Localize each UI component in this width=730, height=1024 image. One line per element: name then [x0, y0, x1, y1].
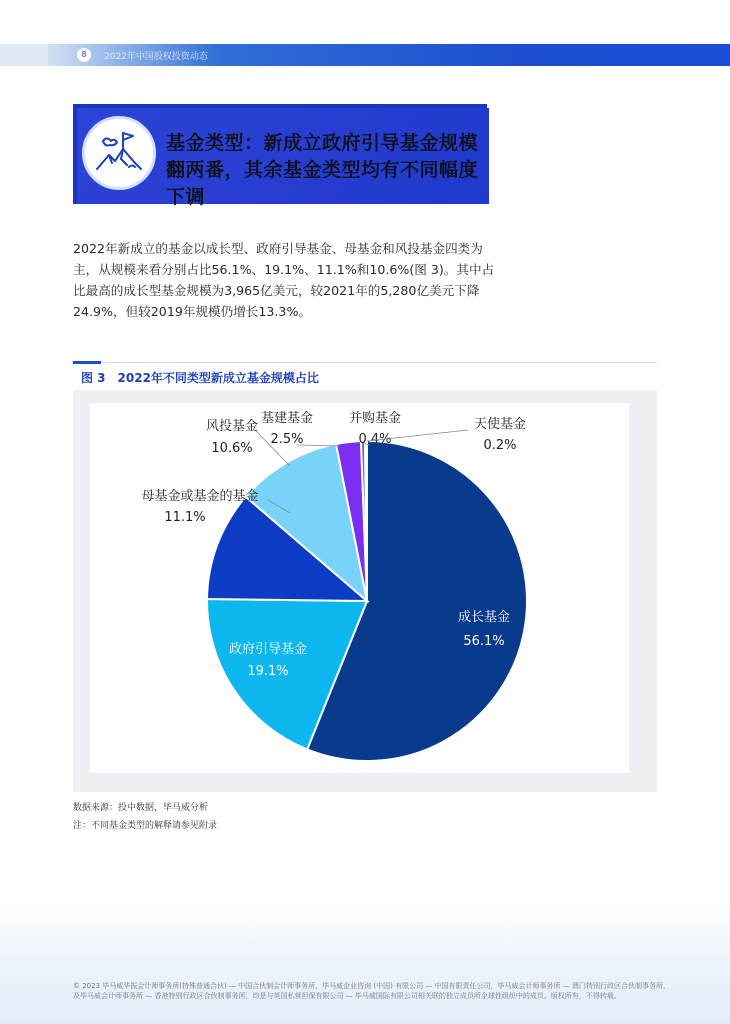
- pie-slice-label: 政府引导基金: [228, 642, 308, 657]
- figure-title: 图 3 2022年不同类型新成立基金规模占比: [81, 371, 319, 385]
- pie-chart: [90, 403, 629, 773]
- figure-note: 注：不同基金类型的解释请参见附录: [73, 821, 218, 831]
- pie-slice-label: 基建基金: [260, 411, 314, 426]
- footer-copyright: [73, 981, 673, 1001]
- mountain-flag-icon: [82, 116, 156, 190]
- figure-divider: [73, 362, 657, 363]
- body-paragraph: 2022年新成立的基金以成长型、政府引导基金、母基金和风投基金四类为主，从规模来看分别占比56.1%、19.1%、11.1%和10.6%(图 3)。其中占比最高的成长型基金规模为3,965亿美元，较2021年的5,280亿美元下降24.9%，但较2019年规模仍增长13.3%。: [73, 241, 495, 319]
- pie-slice-label: 并购基金: [348, 411, 402, 426]
- pie-slice-label: 天使基金: [473, 417, 527, 432]
- pie-slice-value: 0.4%: [358, 432, 392, 447]
- figure-divider-accent: [73, 361, 101, 364]
- running-title: 2022年中国股权投资动态: [104, 52, 208, 62]
- pie-slice-value: 11.1%: [164, 510, 206, 525]
- pie-slice-value: 19.1%: [247, 664, 289, 679]
- pie-slice-label: 母基金或基金的基金: [141, 489, 259, 504]
- pie-slice-value: 56.1%: [463, 634, 505, 649]
- footer-decoration: [0, 900, 730, 1024]
- section-title: 基金类型：新成立政府引导基金规模翻两番，其余基金类型均有不同幅度下调: [166, 132, 479, 208]
- pie-slice-value: 0.2%: [483, 438, 517, 453]
- pie-slice-label: 风投基金: [205, 419, 259, 434]
- pie-slice-label: 成长基金: [457, 610, 511, 625]
- top-banner-left: [0, 44, 48, 66]
- footer-line-2: 及毕马威会计师事务所 — 香港特别行政区合伙制事务所，均是与英国私营担保有限公司 — 毕马威国际有限公司相关联的独立成员所全球性组织中的成员。版权所有，不得转载。: [73, 992, 621, 1000]
- page-number: 8: [77, 48, 91, 62]
- footer-line-1: © 2023 毕马威华振会计师事务所(特殊普通合伙) — 中国合伙制会计师事务所，毕马威企业咨询 (中国) 有限公司 — 中国有限责任公司，毕马威会计师事务所 — 澳门特别行政区合伙制事务所，: [73, 982, 670, 990]
- data-source: 数据来源：投中数据，毕马威分析: [73, 803, 209, 813]
- pie-slice-value: 10.6%: [211, 441, 253, 456]
- pie-slice-value: 2.5%: [270, 432, 304, 447]
